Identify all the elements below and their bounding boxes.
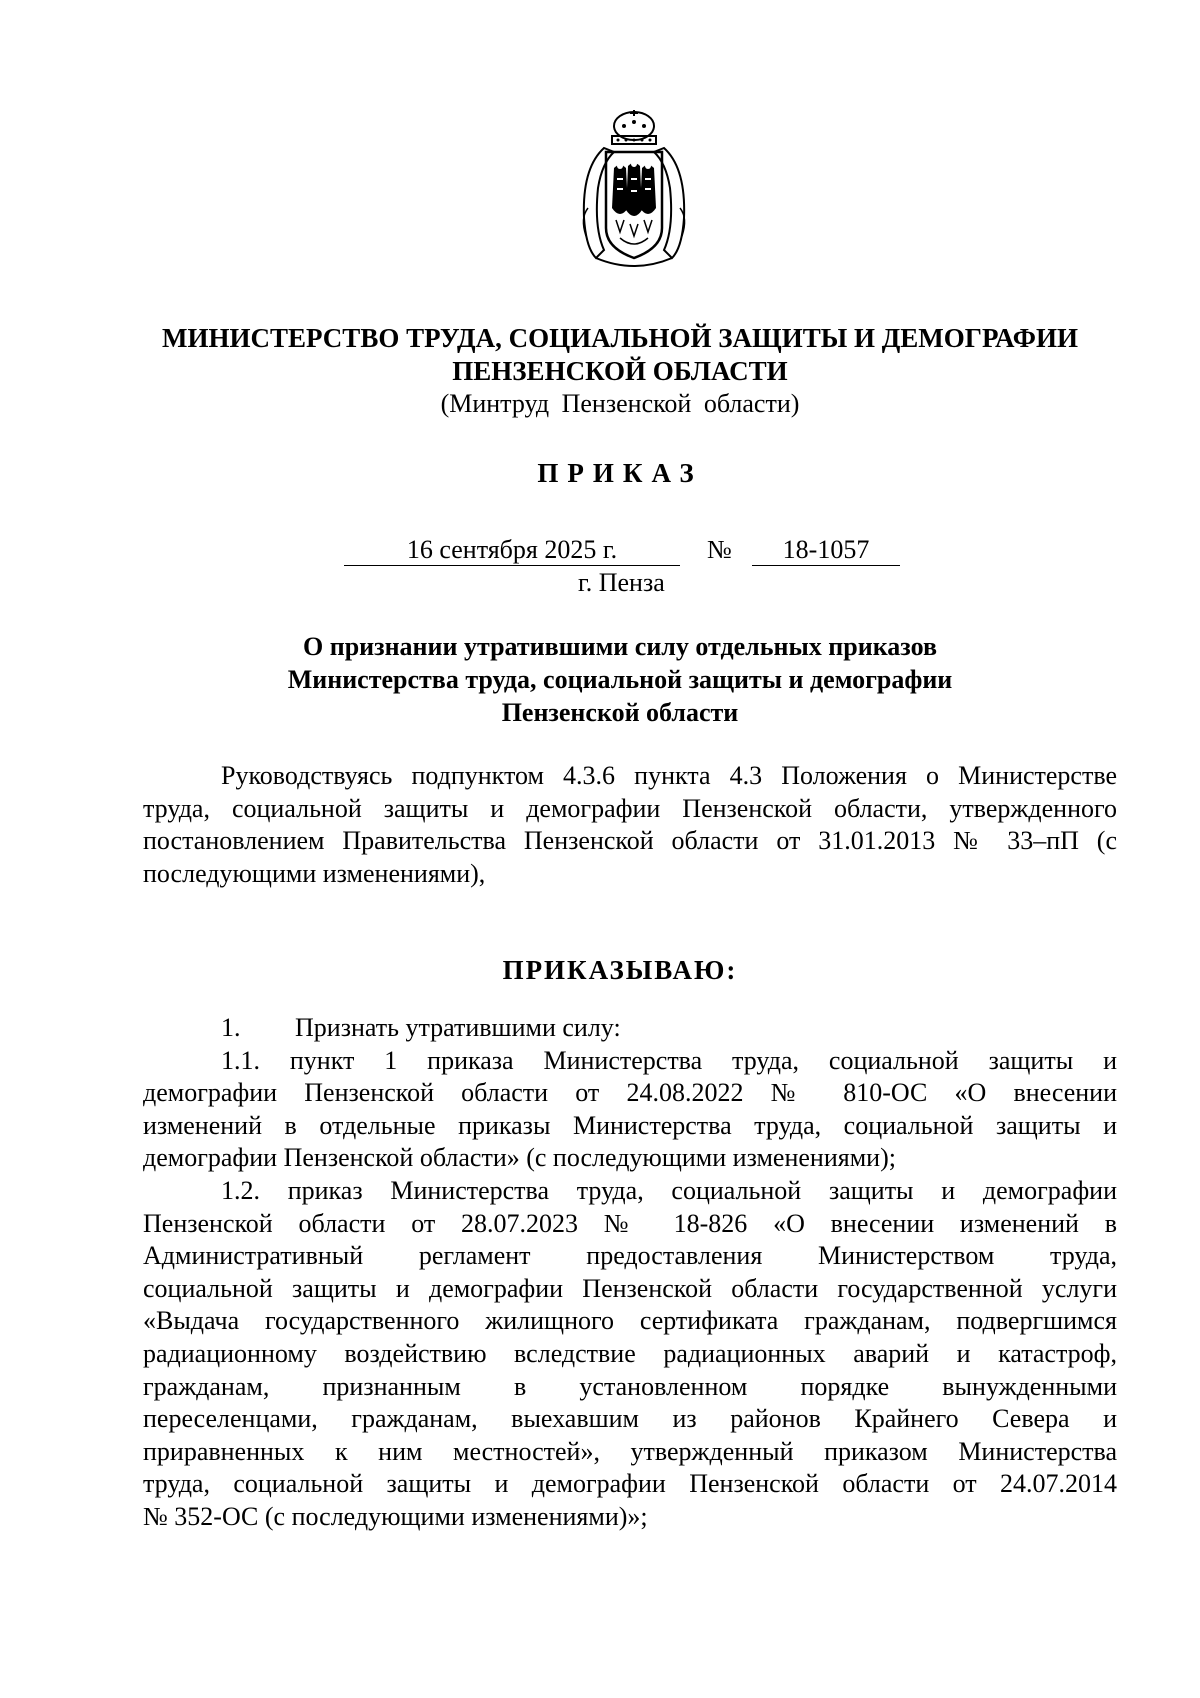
item-1-2-line: переселенцами, гражданам, выехавшим из районов Крайнего Севера и (143, 1404, 1117, 1434)
coat-of-arms-emblem (574, 108, 694, 274)
item-1-2-line: № 352-ОС (с последующими изменениями)»; (143, 1501, 648, 1531)
item-1-1-line: демографии Пензенской области» (с последующими изменениями); (143, 1143, 896, 1173)
order-subject (120, 630, 1120, 729)
ministry-name-line2: ПЕНЗЕНСКОЙ ОБЛАСТИ (452, 356, 788, 386)
item-1-2-line: «Выдача государственного жилищного сертификата гражданам, подвергшимся (143, 1306, 1117, 1336)
preamble-line: постановлением Правительства Пензенской области от 31.01.2013 № 33–пП (с (143, 826, 1117, 856)
order-number: 18-1057 (752, 535, 900, 566)
item-1-1-line: демографии Пензенской области от 24.08.2022 № 810-ОС «О внесении (143, 1078, 1117, 1108)
ministry-name-line1: МИНИСТЕРСТВО ТРУДА, СОЦИАЛЬНОЙ ЗАЩИТЫ И ДЕМОГРАФИИ (161, 323, 1078, 353)
orders-heading: ПРИКАЗЫВАЮ: (502, 955, 738, 985)
item-1-2-line: 1.2. приказ Министерства труда, социальной защиты и демографии (221, 1175, 1117, 1205)
order-number-sign: № (707, 535, 732, 564)
subject-line3: Пензенской области (501, 698, 739, 727)
item-1-2-line: радиационному воздействию вследствие радиационных аварий и катастроф, (143, 1338, 1117, 1368)
order-date: 16 сентября 2025 г. (344, 535, 680, 566)
document-type-title: ПРИКАЗ (537, 458, 703, 488)
order-city: г. Пенза (578, 568, 665, 597)
item-1-2-line: Административный регламент предоставления Министерством труда, (143, 1241, 1117, 1271)
item-1-2-line: приравненных к ним местностей», утвержденный приказом Министерства (143, 1436, 1117, 1466)
item-1-text: Признать утратившими силу: (295, 1013, 621, 1042)
item-1-2-line: социальной защиты и демографии Пензенской области государственной услуги (143, 1273, 1117, 1303)
preamble-paragraph (143, 760, 1117, 890)
item-1-1-line: 1.1. пункт 1 приказа Министерства труда, социальной защиты и (221, 1045, 1117, 1075)
subject-line2: Министерства труда, социальной защиты и демографии (287, 665, 953, 694)
ministry-short-name: (Минтруд Пензенской области) (440, 389, 800, 418)
subject-line1: О признании утратившими силу отдельных приказов (302, 632, 937, 661)
preamble-line: труда, социальной защиты и демографии Пензенской области, утвержденного (143, 793, 1117, 823)
item-1-2-line: труда, социальной защиты и демографии Пензенской области от 24.07.2014 (143, 1469, 1117, 1499)
item-1-2-line: гражданам, признанным в установленном порядке вынужденными (143, 1371, 1117, 1401)
preamble-line: последующими изменениями), (143, 858, 486, 888)
item-1-2-line: Пензенской области от 28.07.2023 № 18-826 «О внесении изменений в (143, 1208, 1117, 1238)
item-1 (143, 1012, 1117, 1045)
order-items (143, 1012, 1117, 1534)
ministry-name (120, 322, 1120, 388)
item-1-number: 1. (221, 1013, 241, 1042)
item-1-1-line: изменений в отдельные приказы Министерства труда, социальной защиты и (143, 1110, 1117, 1140)
preamble-line: Руководствуясь подпунктом 4.3.6 пункта 4.3 Положения о Министерстве (221, 761, 1117, 790)
